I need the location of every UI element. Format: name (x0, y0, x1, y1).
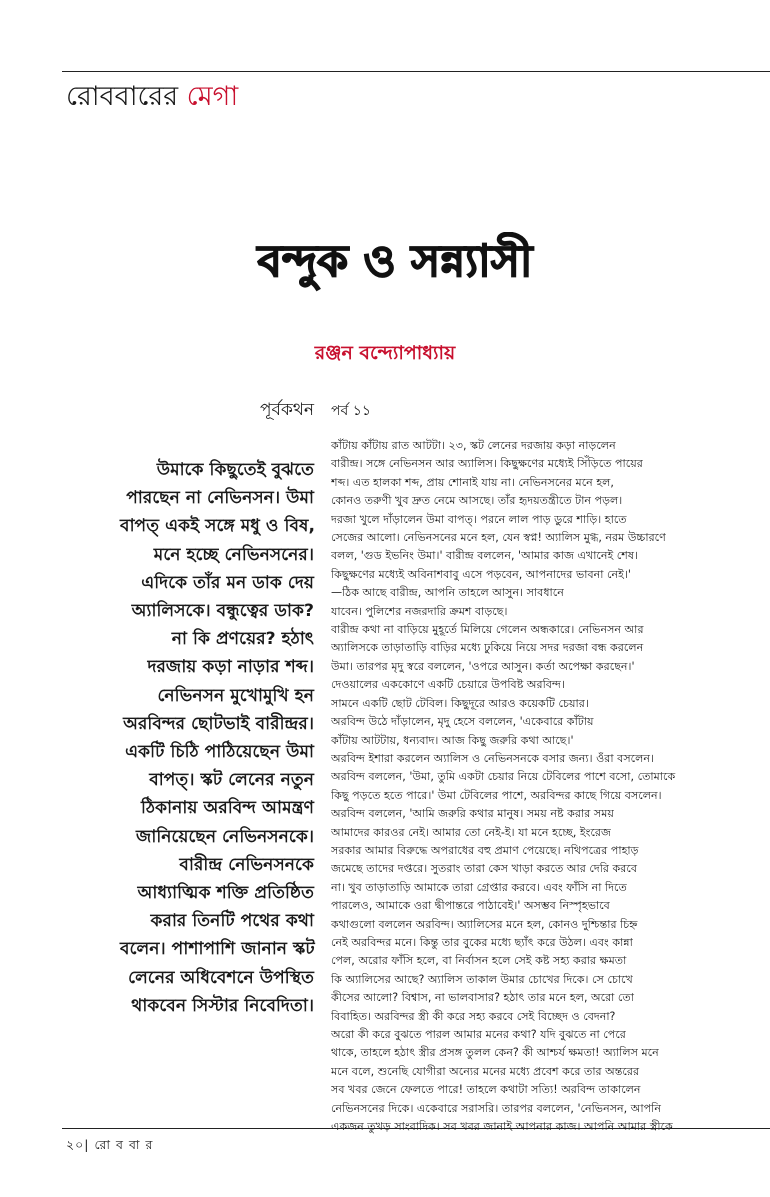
page-footer (66, 1136, 153, 1154)
body-line: বিবাহিত। অরবিন্দর স্ত্রী কী করে সহ্য করবে সেই বিচ্ছেদ ও বেদনা? (331, 1009, 616, 1023)
author-byline: রঞ্জন বন্দ্যোপাধ্যায় (314, 342, 456, 364)
body-line: দেওয়ালের এককোণে একটি চেয়ারে উপবিষ্ট অরবিন্দ। (331, 678, 565, 692)
body-line: অরবিন্দ বললেন, 'আমি জরুরি কথার মানুষ। সময় নষ্ট করার সময় (331, 807, 614, 821)
body-line: উমা। তারপর মৃদু স্বরে বললেন, 'ওপরে আসুন। কর্তা অপেক্ষা করছেন।' (331, 659, 635, 673)
article-body (331, 437, 717, 1136)
story-title-calligraphy (190, 232, 600, 292)
summary-line: এদিকে তাঁর মন ডাক দেয় (141, 572, 314, 593)
section-header (66, 80, 238, 114)
summary-line: বলেন। পাশাপাশি জানান স্কট (120, 939, 315, 960)
summary-line: করার তিনটি পথের কথা (150, 911, 314, 932)
summary-line: নেভিনসন মুখোমুখি হন (157, 685, 314, 706)
summary-line: বাপত্ একই সঙ্গে মধু ও বিষ, (120, 516, 316, 537)
episode-label: পর্ব ১১ (331, 403, 371, 419)
body-line: একজন তুখড় সাংবাদিক। সব খবর জানাই আপনার কাজ। আপনি আমার স্ত্রীকে (331, 1120, 673, 1134)
body-line: কীসের আলো? বিশ্বাস, না ভালবাসার? হঠাৎ তার মনে হল, অরো তো (331, 991, 634, 1005)
summary-line: অরবিন্দর ছোটভাই বারীন্দ্রর। (123, 713, 314, 734)
body-line: অরবিন্দ বললেন, 'উমা, তুমি একটা চেয়ার নিয়ে টেবিলের পাশে বসো, তোমাকে (331, 770, 676, 784)
summary-line: বাপত্। স্কট লেনের নতুন (149, 770, 314, 791)
body-line: পেল, অরোর ফাঁসি হলে, বা নির্বাসন হলে সেই কষ্ট সহ্য করার ক্ষমতা (331, 954, 627, 968)
body-line: পারলেও, আমাকে ওরা দ্বীপান্তরে পাঠাবেই।' অসম্ভব নিস্পৃহভাবে (331, 899, 610, 913)
summary-line: একটি চিঠি পাঠিয়েছেন উমা (125, 742, 314, 763)
body-line: শব্দ। এত হালকা শব্দ, প্রায় শোনাই যায় না। নেভিনসনের মনে হল, (331, 475, 614, 489)
body-line: অ্যালিসকে তাড়াতাড়ি বাড়ির মধ্যে ঢুকিয়ে নিয়ে সদর দরজা বন্ধ করলেন (331, 641, 644, 655)
body-line: না। খুব তাড়াতাড়ি আমাকে তারা গ্রেপ্তার করবে। এবং ফাঁসি না দিতে (331, 880, 627, 894)
body-line: থাকে, তাহলে হঠাৎ স্ত্রীর প্রসঙ্গ তুলল কেন? কী আশ্চর্য ক্ষমতা! অ্যালিস মনে (331, 1046, 659, 1060)
top-rule (62, 71, 770, 72)
body-line: কথাগুলো বললেন অরবিন্দ। অ্যালিসের মনে হল, কোনও দুশ্চিন্তার চিহ্ন (331, 917, 638, 931)
summary-line: থাকবেন সিস্টার নিবেদিতা। (131, 995, 314, 1016)
body-line: কি অ্যালিসের আছে? অ্যালিস তাকাল উমার চোখের দিকে। সে চোখে (331, 972, 633, 986)
summary-label: পূর্বকথন (259, 400, 314, 420)
summary-line: না কি প্রণয়ের? হঠাৎ (171, 629, 314, 650)
body-line: নেভিনসনের দিকে। একেবারে সরাসরি। তারপর বললেন, 'নেভিনসন, আপনি (331, 1101, 661, 1115)
body-line: অরো কী করে বুঝতে পারল আমার মনের কথা? যদি বুঝতে না পেরে (331, 1028, 626, 1041)
summary-line: মনে হচ্ছে নেভিনসনের। (153, 544, 314, 565)
body-line: যাবেন। পুলিশের নজরদারি ক্রমশ বাড়ছে। (331, 604, 508, 618)
summary-line: আধ্যাত্মিক শক্তি প্রতিষ্ঠিত (137, 883, 314, 904)
body-line: জমেছে তাদের দপ্তরে। সুতরাং তারা কেস খাড়া করতে আর দেরি করবে (331, 862, 638, 876)
summary-line: বারীন্দ্র নেভিনসনকে (179, 854, 314, 875)
summary-line: অ্যালিসকে। বন্ধুত্বের ডাক? (131, 601, 314, 622)
body-line: সরকার আমার বিরুদ্ধে অপরাধের বহু প্রমাণ পেয়েছে। নথিপত্রের পাহাড় (331, 843, 639, 857)
body-line: বলল, 'গুড ইভনিং উমা।' বারীন্দ্র বললেন, 'আমার কাজ এখানেই শেষ। (331, 549, 638, 563)
body-line: দরজা খুলে দাঁড়ালেন উমা বাপত্। পরনে লাল পাড় ডুরে শাড়ি। হাতে (331, 512, 627, 526)
summary-line: ঠিকানায় অরবিন্দ আমন্ত্রণ (141, 798, 314, 819)
body-line: কিছু পড়তে হতে পারে।' উমা টেবিলের পাশে, অরবিন্দর কাছে গিয়ে বসলেন। (331, 788, 662, 802)
body-line: কোনও তরুণী খুব দ্রুত নেমে আসছে। তাঁর হৃদয়তন্ত্রীতে টান পড়ল। (331, 494, 623, 508)
section-highlight: মেগা (186, 81, 239, 112)
body-line: আমাদের কারওর নেই। আমার তো নেই-ই। যা মনে হচ্ছে, ইংরেজ (331, 825, 611, 839)
body-line: কাঁটায় কাঁটায় রাত আটটা। ২৩, স্কট লেনের দরজায় কড়া নাড়লেন (331, 439, 616, 452)
body-line: সেজের আলো। নেভিনসনের মনে হল, যেন স্বপ্ন! অ্যালিস মুগ্ধ, নরম উচ্চারণে (331, 531, 666, 545)
body-line: নেই অরবিন্দর মনে। কিন্তু তার বুকের মধ্যে ছ্যাঁৎ করে উঠল। এবং কান্না (331, 935, 633, 949)
body-line: কিছুক্ষণের মধ্যেই অবিনাশবাবু এসে পড়বেন, আপনাদের ভাবনা নেই।' (331, 567, 631, 581)
summary-line: দরজায় কড়া নাড়ার শব্দ। (147, 657, 314, 678)
summary-line: পারছেন না নেভিনসন। উমা (126, 488, 314, 509)
footer-separator: | (84, 1137, 90, 1152)
magazine-name: রো ব বা র (94, 1137, 154, 1152)
body-line: বারীন্দ্র কথা না বাড়িয়ে মুহূর্তে মিলিয়ে গেলেন অন্ধকারে। নেভিনসন আর (331, 623, 644, 637)
body-line: —ঠিক আছে বারীন্দ্র, আপনি তাহলে আসুন। সাবধানে (331, 586, 564, 600)
body-line: কাঁটায় আটটায়, ধন্যবাদ। আজ কিছু জরুরি কথা আছে।' (331, 733, 574, 747)
section-label: রোববারের (66, 81, 179, 112)
page-number: ২০ (66, 1137, 85, 1152)
summary-line: লেনের অধিবেশনে উপস্থিত (128, 967, 314, 988)
body-line: সব খবর জেনে ফেলতে পারে! তাহলে কথাটা সত্যি! অরবিন্দ তাকালেন (331, 1083, 641, 1097)
story-title (190, 232, 600, 292)
summary-line: উমাকে কিছুতেই বুঝতে (156, 460, 314, 480)
summary-line: জানিয়েছেন নেভিনসনকে। (135, 826, 314, 847)
story-title-text: বন্দুক ও সন্ন্যাসী (257, 236, 533, 287)
summary-text (120, 456, 314, 1020)
body-line: অরবিন্দ উঠে দাঁড়ালেন, মৃদু হেসে বললেন, 'একেবারে কাঁটায় (331, 715, 594, 729)
body-line: অরবিন্দ ইশারা করলেন অ্যালিস ও নেভিনসনকে বসার জন্য। ওঁরা বসলেন। (331, 751, 654, 765)
body-line: মনে বলে, শুনেছি যোগীরা অন্যের মনের মধ্যে প্রবেশ করে তার অন্তরের (331, 1064, 640, 1078)
body-line: বারীন্দ্র। সঙ্গে নেভিনসন আর অ্যালিস। কিছুক্ষণের মধ্যেই সিঁড়িতে পায়ের (331, 457, 643, 471)
footer-rule (62, 1128, 770, 1129)
body-line: সামনে একটি ছোট টেবিল। কিছুদূরে আরও কয়েকটি চেয়ার। (331, 696, 589, 710)
